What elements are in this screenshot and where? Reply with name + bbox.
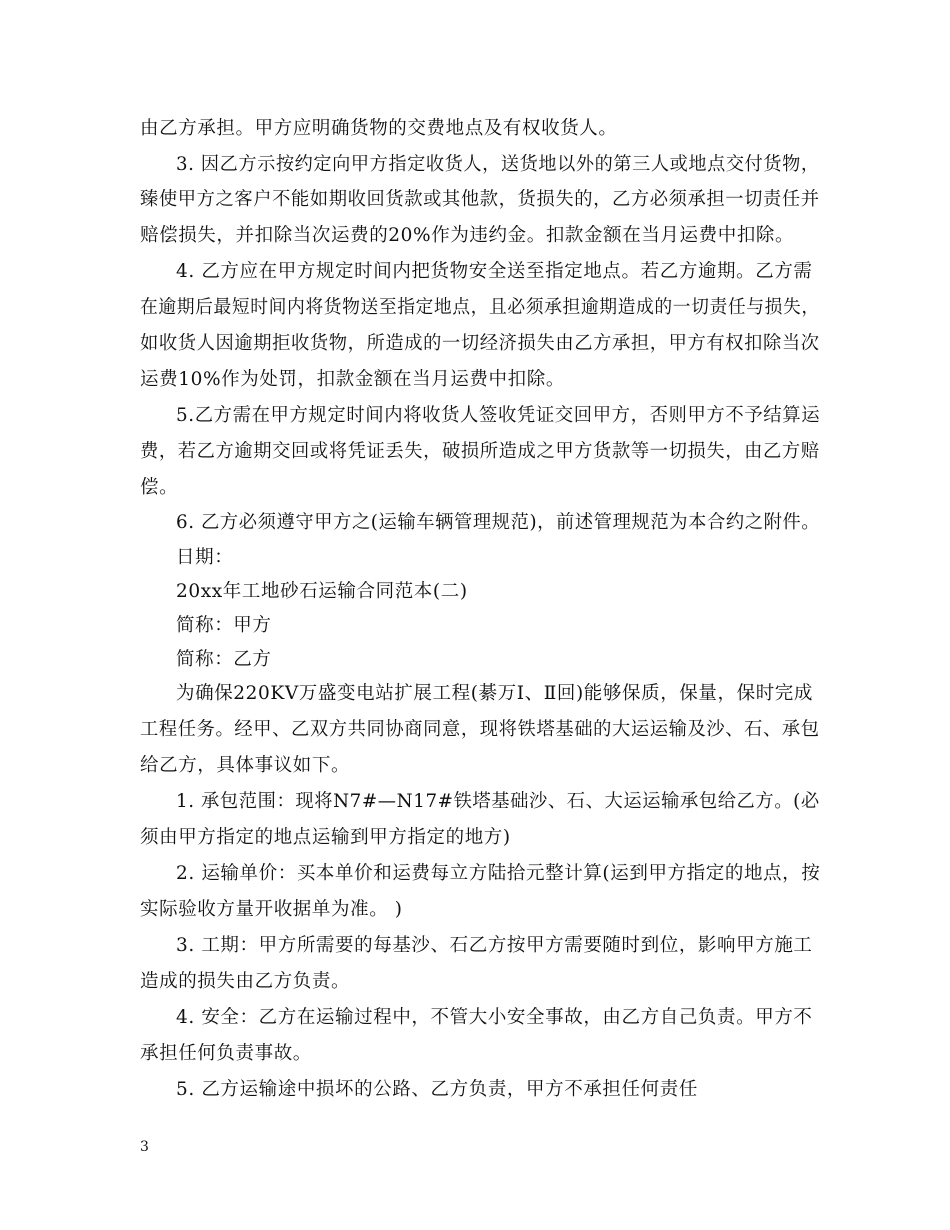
text-line: 5.乙方需在甲方规定时间内将收货人签收凭证交回甲方，否则甲方不予结算运: [176, 405, 821, 426]
text-line: 工程任务。经甲、乙双方共同协商同意，现将铁塔基础的大运运输及沙、石、承包: [140, 719, 820, 740]
text-line: 实际验收方量开收据单为准。 ): [140, 899, 403, 920]
text-line: 承担任何负责事故。: [140, 1043, 312, 1064]
text-line: 4. 安全：乙方在运输过程中，不管大小安全事故，由乙方自己负责。甲方不: [176, 1007, 813, 1028]
text-line: 在逾期后最短时间内将货物送至指定地点，且必须承担逾期造成的一切责任与损失，: [140, 297, 820, 318]
text-line: 给乙方，具体事议如下。: [140, 755, 351, 776]
text-line: 3. 工期：甲方所需要的每基沙、石乙方按甲方需要随时到位，影响甲方施工: [176, 935, 813, 956]
text-line: 3. 因乙方示按约定向甲方指定收货人，送货地以外的第三人或地点交付货物，: [176, 154, 820, 175]
text-line: 1. 承包范围：现将N7#—N17#铁塔基础沙、石、大运运输承包给乙方。(必: [176, 791, 820, 812]
page-number: 3: [140, 1139, 149, 1155]
text-line: 臻使甲方之客户不能如期收回货款或其他款，货损失的，乙方必须承担一切责任并: [140, 189, 820, 210]
text-line: 赔偿损失，并扣除当次运费的20%作为违约金。扣款金额在当月运费中扣除。: [140, 225, 795, 246]
text-line: 造成的损失由乙方负责。: [140, 971, 351, 992]
document-subtitle: 20xx年工地砂石运输合同范本(二): [176, 581, 468, 602]
text-line: 运费10%作为处罚，扣款金额在当月运费中扣除。: [140, 369, 565, 390]
text-line: 简称：甲方: [176, 615, 272, 636]
text-line: 6. 乙方必须遵守甲方之(运输车辆管理规范)，前述管理规范为本合约之附件。: [176, 512, 821, 533]
text-line: 如收货人因逾期拒收货物，所造成的一切经济损失由乙方承担，甲方有权扣除当次: [140, 333, 820, 354]
text-line: 简称：乙方: [176, 649, 272, 670]
text-line: 5. 乙方运输途中损坏的公路、乙方负责，甲方不承担任何责任: [176, 1079, 698, 1100]
text-line: 偿。: [140, 477, 179, 498]
text-line: 2. 运输单价：买本单价和运费每立方陆拾元整计算(运到甲方指定的地点，按: [176, 863, 821, 884]
text-line: 由乙方承担。甲方应明确货物的交费地点及有权收货人。: [140, 118, 618, 139]
text-line: 4. 乙方应在甲方规定时间内把货物安全送至指定地点。若乙方逾期。乙方需: [176, 261, 813, 282]
text-line: 费，若乙方逾期交回或将凭证丢失，破损所造成之甲方货款等一切损失，由乙方赔: [140, 441, 820, 462]
text-line: 为确保220KV万盛变电站扩展工程(綦万Ⅰ、Ⅱ回)能够保质，保量，保时完成: [176, 683, 814, 704]
text-line: 须由甲方指定的地点运输到甲方指定的地方): [140, 827, 511, 848]
text-line: 日期：: [176, 547, 234, 568]
